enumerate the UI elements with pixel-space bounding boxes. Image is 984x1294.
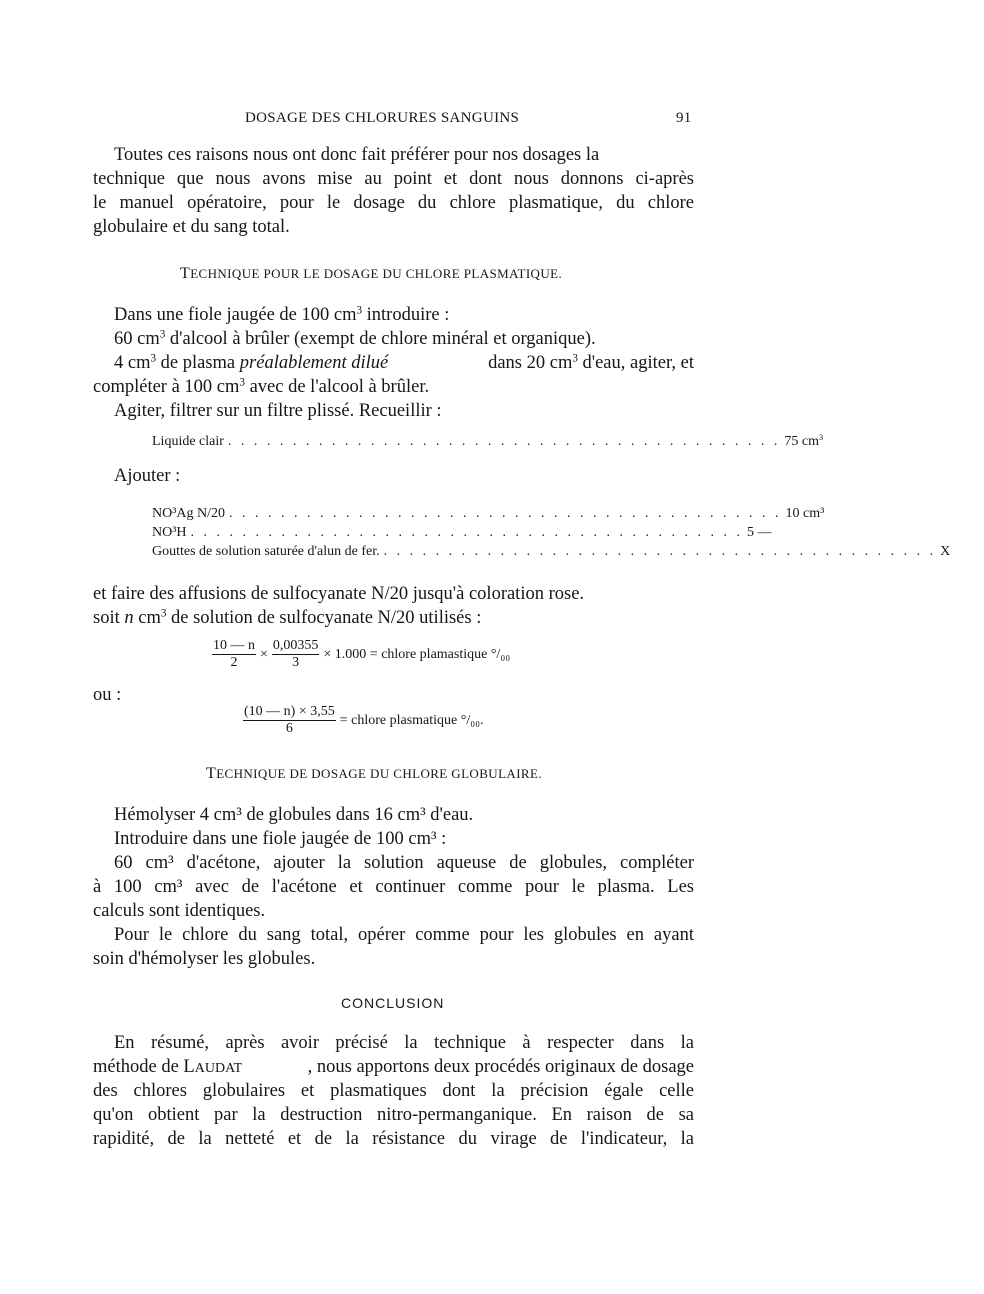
fraction: $\frac{10 — n}{2}$ bbox=[213, 638, 255, 670]
conclusion-line: rapidité, de la netteté et de la résistance du virage de l'indicateur, la bbox=[93, 1129, 694, 1149]
collect-row: Liquide clair . . . . . . . . . . . . . . . . . . . . . . . . . . . . . . . . . . . . . . . . . . . 75 $cm^3$ bbox=[152, 432, 824, 449]
conclusion-line: En résumé, après avoir précisé la technique à respecter dans la bbox=[114, 1033, 694, 1053]
intro-line: globulaire et du sang total. bbox=[93, 217, 290, 237]
conclusion-line: qu'on obtient par la destruction nitro-permanganique. En raison de sa bbox=[93, 1105, 694, 1125]
globules-line: Pour le chlore du sang total, opérer comme pour les globules en ayant bbox=[114, 925, 694, 945]
titration-line: et faire des affusions de sulfocyanate N/20 jusqu'à coloration rose. bbox=[93, 584, 585, 604]
intro-line: technique que nous avons mise au point et dont nous donnons ci-après bbox=[93, 169, 694, 189]
formula-plasma-2: $\frac{(10 — n) \times 3,55}{6}$ = chlore plasmatique °/₀₀. bbox=[244, 704, 484, 736]
reagent-row: NO³Ag N/20 . . . . . . . . . . . . . . . . . . . . . . . . . . . . . . . . . . . . . . . . . . . 10 cm³ bbox=[152, 506, 825, 521]
leader-dots: . . . . . . . . . . . . . . . . . . . . . . . . . . . . . . . . . . . . . . . . . . . bbox=[227, 434, 781, 449]
leader-dots: . . . . . . . . . . . . . . . . . . . . . . . . . . . . . . . . . . . . . . . . . . . bbox=[190, 525, 744, 540]
reagent-row: Gouttes de solution saturée d'alun de fer. . . . . . . . . . . . . . . . . . . . . . . . . . . . . . . . . . . . . . . . . . . . X bbox=[152, 544, 951, 559]
globules-line: 60 cm³ d'acétone, ajouter la solution aqueuse de globules, compléter bbox=[114, 853, 694, 873]
intro-line: le manuel opératoire, pour le dosage du chlore plasmatique, du chlore bbox=[93, 193, 694, 213]
conclusion-line: méthode de LAUDAT , nous apportons deux procédés originaux de dosage bbox=[93, 1057, 694, 1077]
add-label: Ajouter : bbox=[114, 466, 181, 486]
globules-line: à 100 cm³ avec de l'acétone et continuer comme pour le plasma. Les bbox=[93, 877, 694, 897]
or-label: ou : bbox=[93, 685, 122, 705]
leader-dots: . . . . . . . . . . . . . . . . . . . . . . . . . . . . . . . . . . . . . . . . . . . bbox=[229, 506, 782, 521]
globules-line: calculs sont identiques. bbox=[93, 901, 266, 921]
globules-line: Introduire dans une fiole jaugée de 100 cm³ : bbox=[114, 829, 447, 849]
page-number: 91 bbox=[676, 110, 692, 126]
procedure-line: Agiter, filtrer sur un filtre plissé. Recueillir : bbox=[114, 401, 442, 421]
fraction: $\frac{(10 — n) \times 3,55}{6}$ bbox=[244, 704, 335, 736]
conclusion-heading: CONCLUSION bbox=[341, 995, 445, 1011]
running-title: DOSAGE DES CHLORURES SANGUINS bbox=[245, 110, 520, 126]
leader-dots: . . . . . . . . . . . . . . . . . . . . . . . . . . . . . . . . . . . . . . . . . . . bbox=[383, 544, 937, 559]
procedure-line: compléter à 100 $cm^3$ avec de l'alcool à brûler. bbox=[93, 376, 430, 397]
section-heading-plasma: TECHNIQUE POUR LE DOSAGE DU CHLORE PLASMATIQUE. bbox=[180, 265, 563, 282]
fraction: $\frac{0,00355}{3}$ bbox=[272, 638, 319, 670]
globules-line: soin d'hémolyser les globules. bbox=[93, 949, 316, 969]
reagent-row: NO³H . . . . . . . . . . . . . . . . . . . . . . . . . . . . . . . . . . . . . . . . . . . 5 — bbox=[152, 525, 772, 540]
globules-line: Hémolyser 4 cm³ de globules dans 16 cm³ d'eau. bbox=[114, 805, 474, 825]
reagents-list bbox=[152, 504, 951, 561]
conclusion-line: des chlores globulaires et plasmatiques dont la précision égale celle bbox=[93, 1081, 694, 1101]
intro-line: Toutes ces raisons nous ont donc fait préférer pour nos dosages la bbox=[114, 145, 600, 165]
titration-line: soit n $cm^3$ de solution de sulfocyanate N/20 utilisés : bbox=[93, 607, 482, 628]
procedure-line: Dans une fiole jaugée de 100 $cm^3$ introduire : bbox=[114, 304, 450, 325]
procedure-line: 60 $cm^3$ d'alcool à brûler (exempt de chlore minéral et organique). bbox=[114, 328, 596, 349]
formula-plasma-1: $\frac{10 — n}{2}$ × $\frac{0,00355}{3}$ × 1.000 = chlore plamastique °/₀₀ bbox=[213, 638, 511, 670]
procedure-line: 4 $cm^3$ de plasma préalablement dilué dans 20 $cm^3$ d'eau, agiter, et bbox=[114, 352, 694, 373]
section-heading-globules: TECHNIQUE DE DOSAGE DU CHLORE GLOBULAIRE. bbox=[206, 765, 542, 782]
